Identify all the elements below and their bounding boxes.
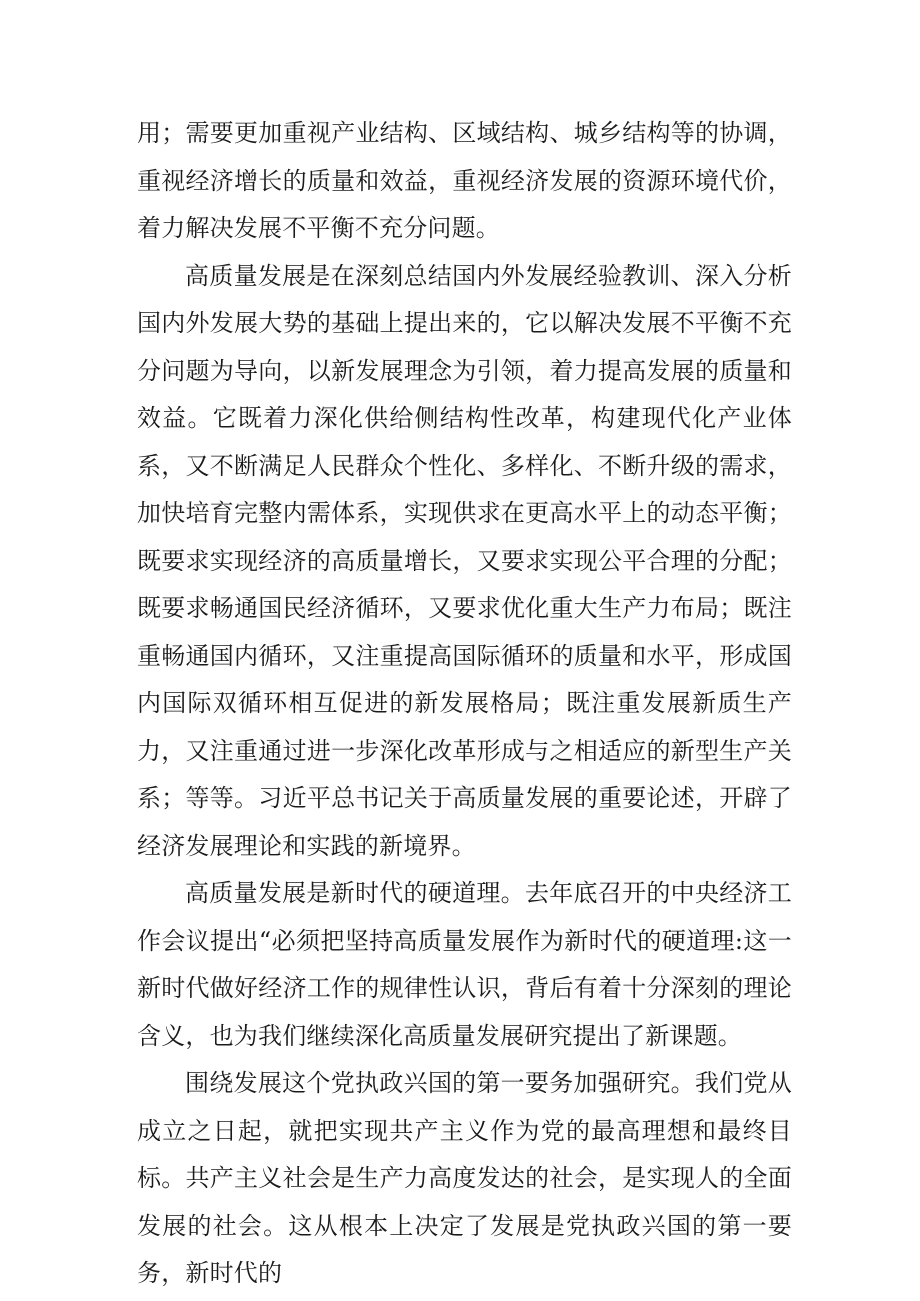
paragraph: 高质量发展是新时代的硬道理。去年底召开的中央经济工作会议提出“必须把坚持高质量发展作为新时代的硬道理:这一新时代做好经济工作的规律性认识，背后有着十分深刻的理论含义，也为我们继续深化高质量发展研究提出了新课题。	[137, 879, 792, 1050]
paragraph: 高质量发展是在深刻总结国内外发展经验教训、深入分析国内外发展大势的基础上提出来的，它以解决发展不平衡不充分问题为导向，以新发展理念为引领，着力提高发展的质量和效益。它既着力深化供给侧结构性改革，构建现代化产业体系，又不断满足人民群众个性化、多样化、不断升级的需求，加快培育完整内需体系，实现供求在更高水平上的动态平衡；既要求实现经济的高质量增长，又要求实现公平合理的分配；既要求畅通国民经济循环，又要求优化重大生产力布局；既注重畅通国内循环，又注重提高国际循环的质量和水平，形成国内国际双循环相互促进的新发展格局；既注重发展新质生产力，又注重通过进一步深化改革形成与之相适应的新型生产关系；等等。习近平总书记关于高质量发展的重要论述，开辟了经济发展理论和实践的新境界。	[137, 261, 792, 860]
body-text	[137, 110, 792, 1298]
paragraph: 围绕发展这个党执政兴国的第一要务加强研究。我们党从成立之日起，就把实现共产主义作为党的最高理想和最终目标。共产主义社会是生产力高度发达的社会，是实现人的全面发展的社会。这从根本上决定了发展是党执政兴国的第一要务，新时代的	[137, 1069, 792, 1287]
paragraph-continued: 用；需要更加重视产业结构、区域结构、城乡结构等的协调，重视经济增长的质量和效益，重视经济发展的资源环境代价，着力解决发展不平衡不充分问题。	[137, 119, 792, 242]
